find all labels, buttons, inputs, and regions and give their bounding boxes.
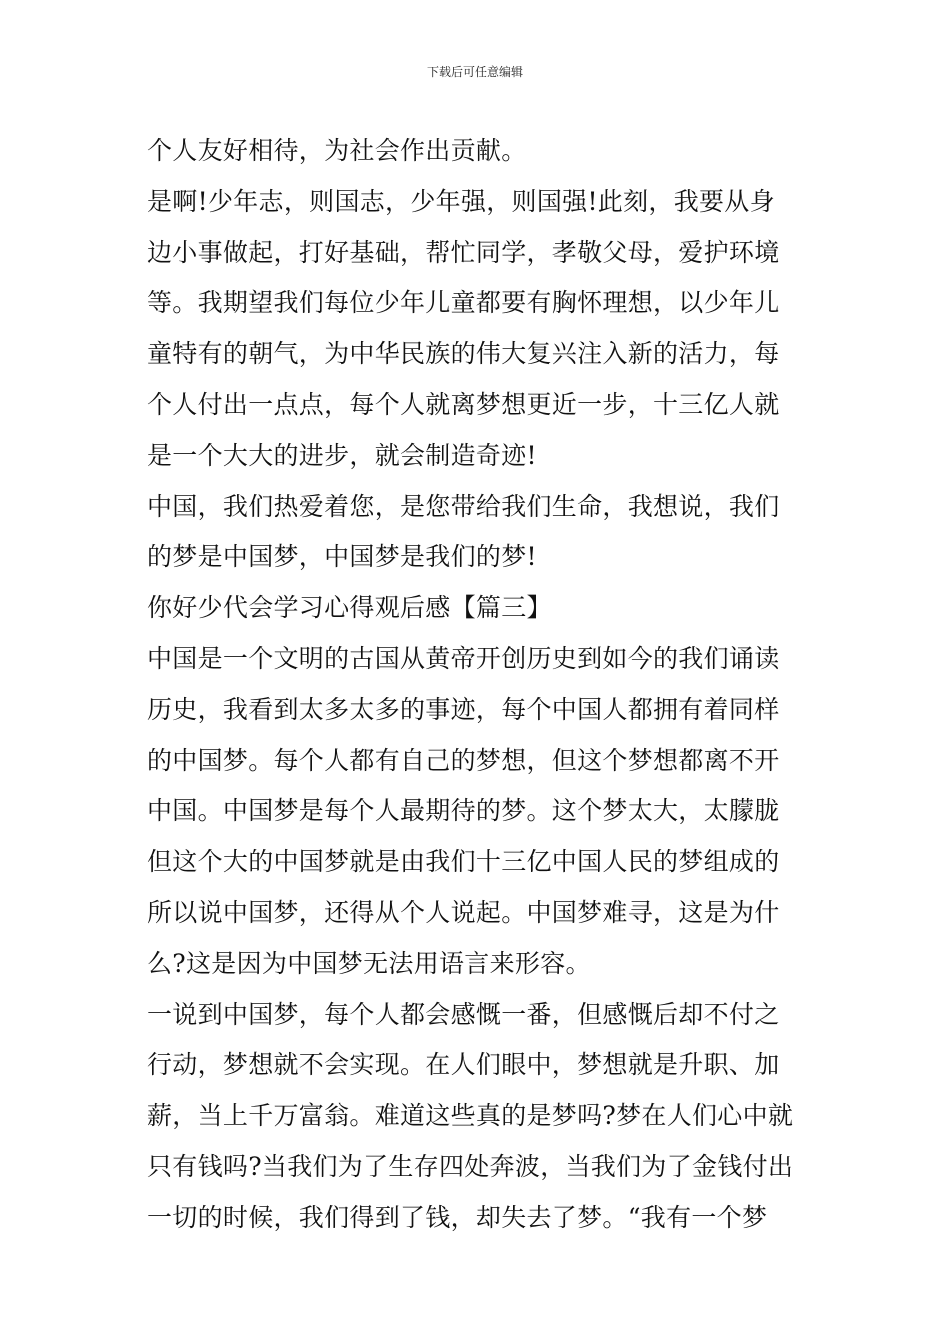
text-line: 中国是一个文明的古国从黄帝开创历史到如今的我们诵读: [147, 643, 780, 673]
text-line: 中国，我们热爱着您，是您带给我们生命，我想说，我们: [147, 491, 780, 521]
text-line: 行动，梦想就不会实现。在人们眼中，梦想就是升职、加: [147, 1050, 780, 1080]
text-line: 的中国梦。每个人都有自己的梦想，但这个梦想都离不开: [147, 745, 780, 775]
text-line: 个人付出一点点，每个人就离梦想更近一步，十三亿人就: [147, 389, 780, 419]
text-line: 么?这是因为中国梦无法用语言来形容。: [147, 948, 591, 978]
document-body: [147, 126, 815, 1244]
text-line: 是一个大大的进步，就会制造奇迹!: [147, 440, 537, 470]
section-heading: 你好少代会学习心得观后感【篇三】: [147, 593, 552, 623]
text-line: 等。我期望我们每位少年儿童都要有胸怀理想，以少年儿: [147, 288, 780, 318]
text-line: 是啊!少年志，则国志，少年强，则国强!此刻，我要从身: [147, 186, 775, 216]
text-line: 一切的时候，我们得到了钱，却失去了梦。“我有一个梦: [147, 1202, 768, 1232]
text-line: 所以说中国梦，还得从个人说起。中国梦难寻，这是为什: [147, 897, 780, 927]
text-line: 中国。中国梦是每个人最期待的梦。这个梦太大，太朦胧: [147, 796, 780, 826]
text-line: 薪，当上千万富翁。难道这些真的是梦吗?梦在人们心中就: [147, 1101, 794, 1131]
text-line: 童特有的朝气，为中华民族的伟大复兴注入新的活力，每: [147, 339, 780, 369]
text-line: 个人友好相待，为社会作出贡献。: [147, 136, 527, 165]
text-line: 边小事做起，打好基础，帮忙同学，孝敬父母，爱护环境: [147, 237, 780, 267]
text-line: 的梦是中国梦，中国梦是我们的梦!: [147, 542, 537, 572]
text-line: 历史，我看到太多太多的事迹，每个中国人都拥有着同样: [147, 694, 780, 724]
text-line: 但这个大的中国梦就是由我们十三亿中国人民的梦组成的: [147, 847, 780, 877]
text-line: 只有钱吗?当我们为了生存四处奔波，当我们为了金钱付出: [147, 1151, 794, 1181]
text-line: 一说到中国梦，每个人都会感慨一番，但感慨后却不付之: [147, 999, 780, 1029]
page-header: 下载后可任意编辑: [426, 65, 523, 79]
